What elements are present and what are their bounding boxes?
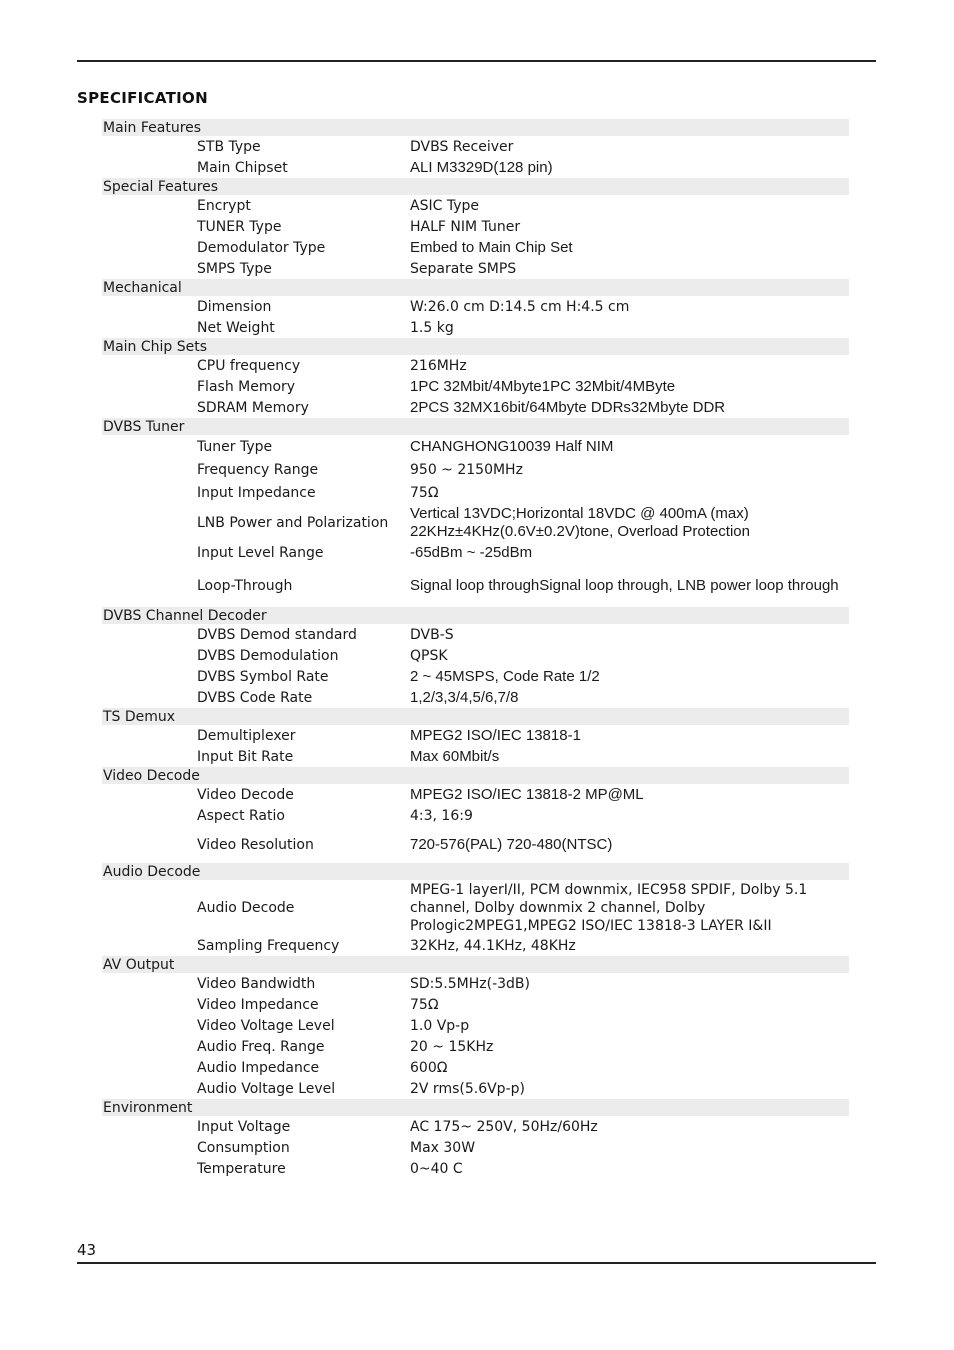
spec-label: Video Decode	[197, 786, 294, 803]
section-header: DVBS Channel Decoder	[102, 607, 849, 624]
spec-label: Dimension	[197, 298, 272, 315]
spec-row	[102, 784, 849, 805]
spec-label: Net Weight	[197, 319, 275, 336]
spec-row	[102, 645, 849, 666]
spec-value: 950 ~ 2150MHz	[410, 461, 523, 478]
spec-label: Demodulator Type	[197, 239, 326, 256]
spec-label: DVBS Symbol Rate	[197, 668, 329, 685]
page-number: 43	[77, 1241, 97, 1259]
spec-value: 600Ω	[410, 1059, 448, 1076]
spec-row	[102, 666, 849, 687]
spec-row	[102, 746, 849, 767]
spec-row	[102, 994, 849, 1015]
spec-label: Audio Freq. Range	[197, 1038, 325, 1055]
spec-label: Video Resolution	[197, 836, 314, 853]
spec-label: CPU frequency	[197, 357, 301, 374]
spec-label: DVBS Demodulation	[197, 647, 339, 664]
spec-label: DVBS Demod standard	[197, 626, 357, 643]
page-title: SPECIFICATION	[77, 89, 208, 107]
spec-row	[102, 725, 849, 746]
spec-label: STB Type	[197, 138, 261, 155]
spec-row	[102, 973, 849, 994]
spec-label: Aspect Ratio	[197, 807, 285, 824]
section-header: AV Output	[102, 956, 849, 973]
spec-value: SD:5.5MHz(-3dB)	[410, 975, 530, 992]
spec-row	[102, 541, 849, 564]
spec-value: 32KHz, 44.1KHz, 48KHz	[410, 937, 576, 954]
spec-label: Video Voltage Level	[197, 1017, 335, 1034]
spec-value: Signal loop throughSignal loop through, LNB power loop through	[410, 576, 839, 594]
spec-label: Loop-Through	[197, 577, 293, 594]
spec-value: Max 30W	[410, 1139, 476, 1156]
spec-value: DVBS Receiver	[410, 138, 514, 155]
spec-label: Main Chipset	[197, 159, 288, 176]
spec-value: MPEG2 ISO/IEC 13818-1	[410, 726, 581, 744]
spec-label: Video Impedance	[197, 996, 319, 1013]
spec-value: 4:3, 16:9	[410, 807, 473, 824]
spec-value: -65dBm ~ -25dBm	[410, 543, 533, 561]
spec-value: 1.0 Vp-p	[410, 1017, 470, 1034]
spec-label: Frequency Range	[197, 461, 319, 478]
section-header: Environment	[102, 1099, 849, 1116]
spec-label: Consumption	[197, 1139, 290, 1156]
spec-value: 2PCS 32MX16bit/64Mbyte DDRs32Mbyte DDR	[410, 398, 726, 416]
section-header: TS Demux	[102, 708, 849, 725]
spec-value: 216MHz	[410, 357, 467, 374]
spec-value: CHANGHONG10039 Half NIM	[410, 437, 614, 455]
spec-value: QPSK	[410, 647, 448, 664]
spec-value: AC 175~ 250V, 50Hz/60Hz	[410, 1118, 598, 1135]
spec-row	[102, 237, 849, 258]
spec-label: Sampling Frequency	[197, 937, 340, 954]
spec-value: 720-576(PAL) 720-480(NTSC)	[410, 835, 613, 853]
spec-label: Audio Voltage Level	[197, 1080, 336, 1097]
spec-value: ASIC Type	[410, 197, 479, 214]
spec-value: HALF NIM Tuner	[410, 218, 521, 235]
spec-value: DVB-S	[410, 626, 454, 643]
spec-value: 20 ~ 15KHz	[410, 1038, 494, 1055]
spec-value: MPEG-1 layerI/II, PCM downmix, IEC958 SPDIF, Dolby 5.1 channel, Dolby downmix 2 channel, Dolby Prologic2MPEG1,MPEG2 ISO/IEC 13818-3 LAYER I&II	[410, 881, 808, 934]
spec-row	[102, 195, 849, 216]
spec-value: W:26.0 cm D:14.5 cm H:4.5 cm	[410, 298, 630, 315]
spec-label: SDRAM Memory	[197, 399, 309, 416]
spec-row	[102, 826, 849, 863]
spec-row	[102, 564, 849, 607]
top-rule	[77, 60, 876, 62]
spec-row	[102, 376, 849, 397]
spec-label: Input Impedance	[197, 484, 316, 501]
spec-row	[102, 216, 849, 237]
spec-row	[102, 317, 849, 338]
spec-label: Audio Impedance	[197, 1059, 320, 1076]
spec-row	[102, 157, 849, 178]
spec-value: 0~40 C	[410, 1160, 463, 1177]
spec-row	[102, 397, 849, 418]
spec-label: Flash Memory	[197, 378, 296, 395]
spec-row	[102, 1158, 849, 1179]
spec-value: 1,2/3,3/4,5/6,7/8	[410, 688, 519, 706]
spec-label: Video Bandwidth	[197, 975, 316, 992]
section-header: Main Chip Sets	[102, 338, 849, 355]
spec-label: TUNER Type	[197, 218, 282, 235]
spec-row	[102, 355, 849, 376]
spec-label: Temperature	[197, 1160, 286, 1177]
spec-value: ALI M3329D(128 pin)	[410, 158, 553, 176]
spec-row	[102, 624, 849, 645]
spec-row	[102, 805, 849, 826]
spec-row	[102, 687, 849, 708]
spec-row	[102, 1078, 849, 1099]
spec-value: MPEG2 ISO/IEC 13818-2 MP@ML	[410, 785, 644, 803]
spec-row	[102, 1057, 849, 1078]
spec-label: Input Voltage	[197, 1118, 291, 1135]
section-header: Video Decode	[102, 767, 849, 784]
spec-value: 75Ω	[410, 996, 439, 1013]
spec-row	[102, 458, 849, 481]
spec-row	[102, 136, 849, 157]
spec-row	[102, 880, 849, 935]
section-header: Main Features	[102, 119, 849, 136]
section-header: Special Features	[102, 178, 849, 195]
spec-row	[102, 1015, 849, 1036]
spec-value: Max 60Mbit/s	[410, 747, 500, 765]
spec-label: SMPS Type	[197, 260, 272, 277]
spec-table	[102, 119, 849, 1179]
spec-label: Tuner Type	[197, 438, 273, 455]
spec-row	[102, 504, 849, 541]
spec-value: Embed to Main Chip Set	[410, 238, 573, 256]
spec-label: DVBS Code Rate	[197, 689, 313, 706]
spec-row	[102, 1036, 849, 1057]
spec-value: 2 ~ 45MSPS, Code Rate 1/2	[410, 667, 600, 685]
spec-value: 75Ω	[410, 484, 439, 501]
spec-row	[102, 258, 849, 279]
spec-value: 1.5 kg	[410, 319, 454, 336]
spec-row	[102, 296, 849, 317]
spec-row	[102, 435, 849, 458]
spec-row	[102, 1137, 849, 1158]
spec-label: Input Bit Rate	[197, 748, 294, 765]
spec-value: 1PC 32Mbit/4Mbyte1PC 32Mbit/4MByte	[410, 377, 676, 395]
spec-row	[102, 481, 849, 504]
spec-value: 2V rms(5.6Vp-p)	[410, 1080, 525, 1097]
spec-label: Input Level Range	[197, 544, 324, 561]
spec-label: LNB Power and Polarization	[197, 514, 389, 531]
spec-label: Demultiplexer	[197, 727, 296, 744]
spec-label: Encrypt	[197, 197, 251, 214]
bottom-rule	[77, 1262, 876, 1264]
spec-value: Separate SMPS	[410, 260, 517, 277]
spec-row	[102, 935, 849, 956]
section-header: Audio Decode	[102, 863, 849, 880]
section-header: DVBS Tuner	[102, 418, 849, 435]
spec-row	[102, 1116, 849, 1137]
spec-label: Audio Decode	[197, 899, 295, 916]
section-header: Mechanical	[102, 279, 849, 296]
spec-value: Vertical 13VDC;Horizontal 18VDC @ 400mA (max) 22KHz±4KHz(0.6V±0.2V)tone, Overload Protection	[410, 504, 750, 540]
